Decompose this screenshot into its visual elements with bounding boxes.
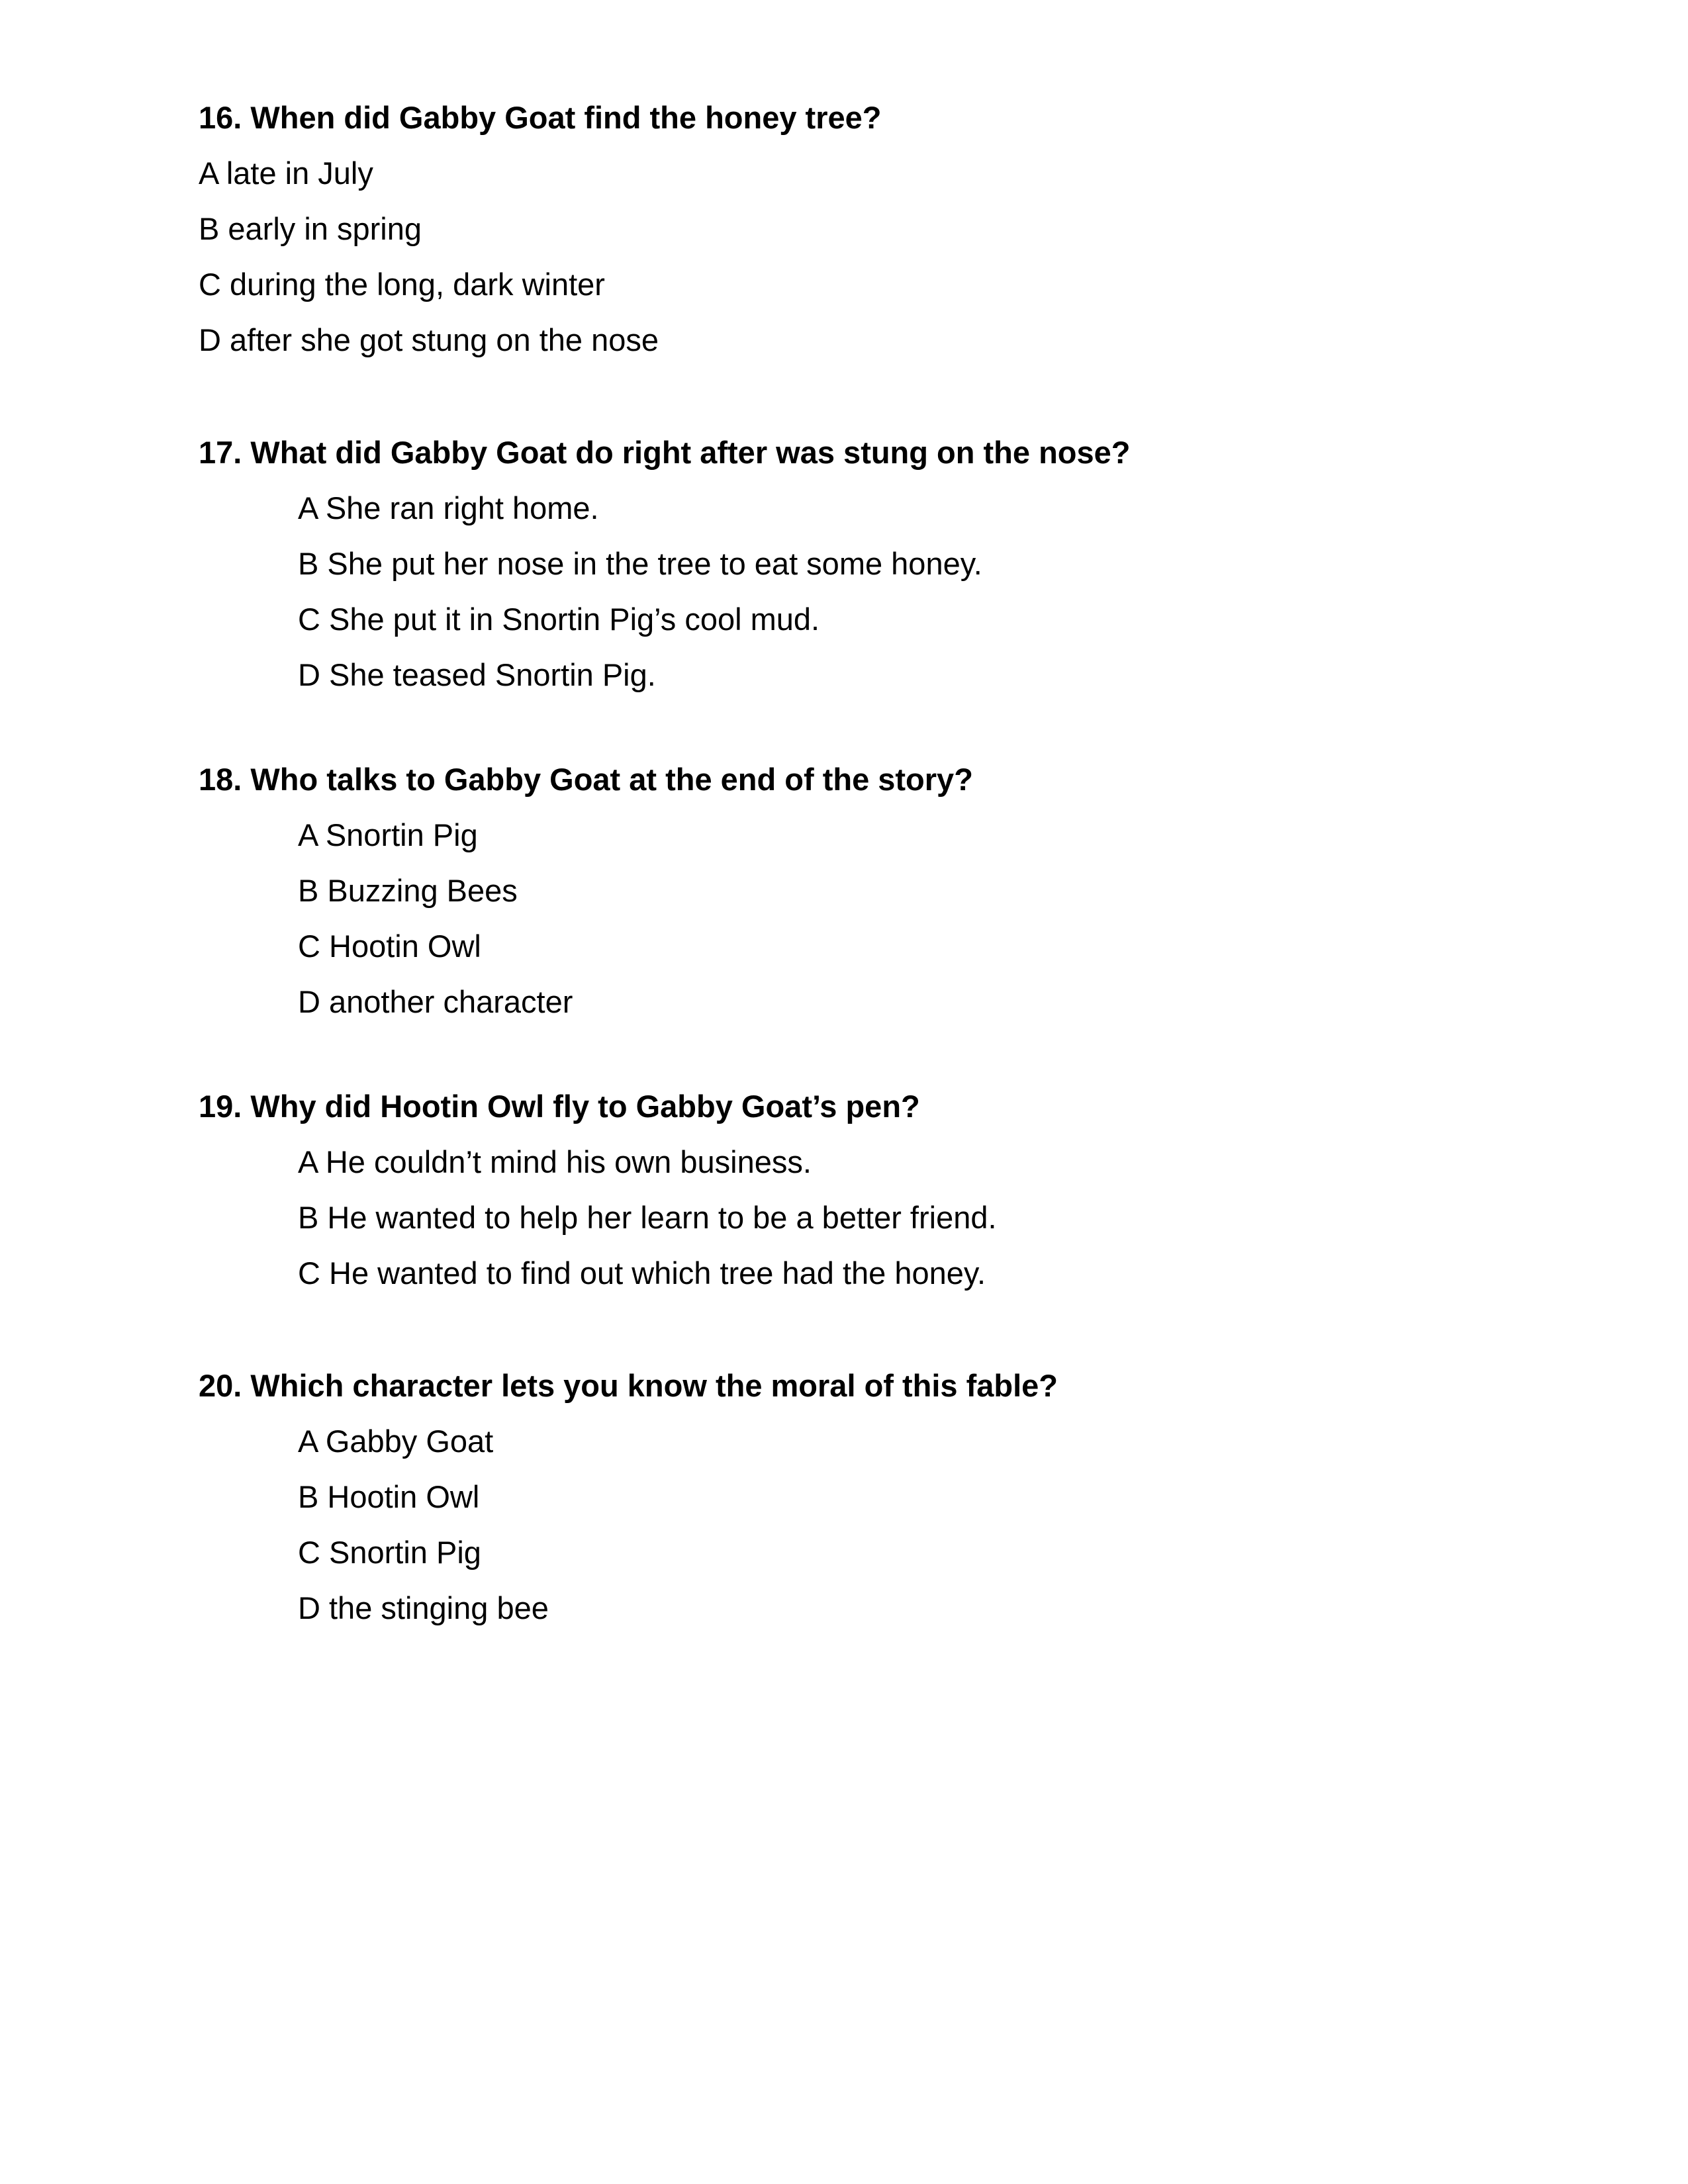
question-19-text: 19. Why did Hootin Owl fly to Gabby Goat’s pen?: [199, 1089, 920, 1124]
question-16: [199, 90, 1589, 368]
question-20-choice-c: C Snortin Pig: [298, 1535, 481, 1570]
question-20-choice-b: B Hootin Owl: [298, 1479, 480, 1514]
question-16-choice-c: C during the long, dark winter: [199, 267, 605, 302]
question-19-choice-b: B He wanted to help her learn to be a better friend.: [298, 1200, 997, 1235]
question-17-choice-d: D She teased Snortin Pig.: [298, 657, 656, 692]
question-17-choice-a: A She ran right home.: [298, 490, 599, 525]
question-18-choice-c: C Hootin Owl: [298, 929, 481, 964]
question-18-choice-d: D another character: [298, 984, 573, 1019]
question-18-choice-b: B Buzzing Bees: [298, 873, 518, 908]
question-17: [199, 425, 1589, 703]
question-18-text: 18. Who talks to Gabby Goat at the end of the story?: [199, 762, 973, 797]
question-18: [199, 752, 1589, 1030]
question-16-text: 16. When did Gabby Goat find the honey tree?: [199, 100, 882, 135]
question-16-choice-d: D after she got stung on the nose: [199, 322, 659, 357]
question-16-choice-b: B early in spring: [199, 211, 422, 246]
question-20: [199, 1358, 1589, 1636]
question-18-choice-a: A Snortin Pig: [298, 817, 478, 852]
question-17-choice-c: C She put it in Snortin Pig’s cool mud.: [298, 602, 820, 637]
question-20-choice-d: D the stinging bee: [298, 1590, 549, 1625]
question-19-choice-a: A He couldn’t mind his own business.: [298, 1144, 812, 1179]
question-20-text: 20. Which character lets you know the moral of this fable?: [199, 1368, 1058, 1403]
question-19-choice-c: C He wanted to find out which tree had the honey.: [298, 1255, 986, 1291]
question-19: [199, 1079, 1589, 1301]
question-20-choice-a: A Gabby Goat: [298, 1424, 494, 1459]
question-17-text: 17. What did Gabby Goat do right after was stung on the nose?: [199, 435, 1131, 470]
question-17-choice-b: B She put her nose in the tree to eat some honey.: [298, 546, 982, 581]
question-16-choice-a: A late in July: [199, 156, 373, 191]
